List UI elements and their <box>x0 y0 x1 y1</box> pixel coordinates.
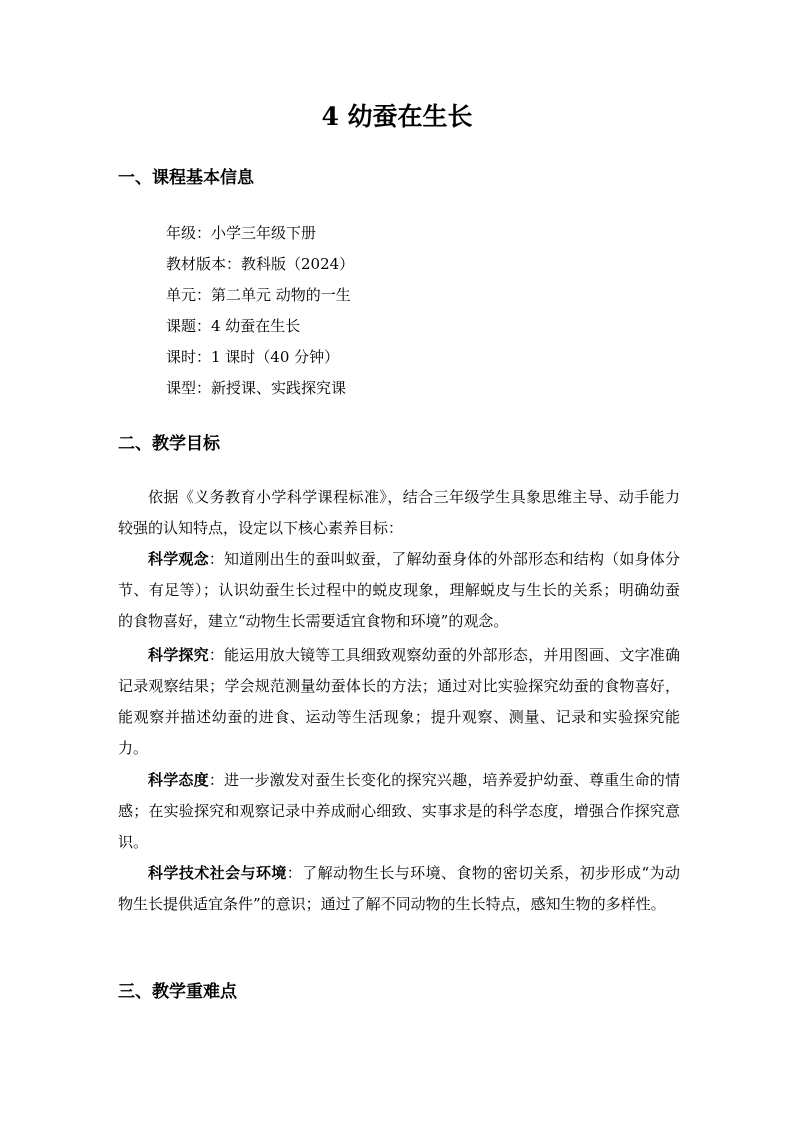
objective-text: ：能运用放大镜等工具细致观察幼蚕的外部形态，并用图画、文字准确记录观察结果；学会规范测量幼蚕体长的方法；通过对比实验探究幼蚕的食物喜好，能观察并描述幼蚕的进食、运动等生活现象；提升观察、测量、记录和实验探究能力。 <box>118 646 680 757</box>
info-lesson-topic: 课题：4 幼蚕在生长 <box>166 317 301 335</box>
objective-text: ：进一步激发对蚕生长变化的探究兴趣，培养爱护幼蚕、尊重生命的情感；在实验探究和观察记录中养成耐心细致、实事求是的科学态度，增强合作探究意识。 <box>118 771 680 851</box>
document-title: 4 幼蚕在生长 <box>321 102 473 131</box>
objective-sts-environment <box>118 858 680 920</box>
section-heading-basic-info: 一、课程基本信息 <box>118 168 254 188</box>
objective-label: 科学观念 <box>148 550 209 568</box>
info-lesson-type: 课型：新授课、实践探究课 <box>166 379 347 397</box>
objective-scientific-concept <box>118 544 680 637</box>
info-class-hours: 课时：1 课时（40 分钟） <box>166 348 340 366</box>
info-grade: 年级：小学三年级下册 <box>166 224 317 242</box>
objective-label: 科学态度 <box>148 771 209 789</box>
objective-text: ：知道刚出生的蚕叫蚁蚕，了解幼蚕身体的外部形态和结构（如身体分节、有足等）；认识幼蚕生长过程中的蜕皮现象，理解蜕皮与生长的关系；明确幼蚕的食物喜好，建立“动物生长需要适宜食物和环境”的观念。 <box>118 550 680 630</box>
section-heading-objectives: 二、教学目标 <box>118 434 220 454</box>
objective-label: 科学技术社会与环境 <box>148 864 287 882</box>
objectives-intro: 依据《义务教育小学科学课程标准》，结合三年级学生具象思维主导、动手能力较强的认知特点，设定以下核心素养目标： <box>118 488 680 537</box>
objective-text: ：了解动物生长与环境、食物的密切关系，初步形成“为动物生长提供适宜条件”的意识；通过了解不同动物的生长特点，感知生物的多样性。 <box>118 864 680 913</box>
objective-label: 科学探究 <box>148 646 209 664</box>
section-heading-key-difficulties: 三、教学重难点 <box>118 982 237 1002</box>
info-unit: 单元：第二单元 动物的一生 <box>166 286 351 304</box>
objective-scientific-attitude <box>118 765 680 858</box>
objective-scientific-inquiry <box>118 640 680 764</box>
info-textbook-edition: 教材版本：教科版（2024） <box>166 255 355 273</box>
